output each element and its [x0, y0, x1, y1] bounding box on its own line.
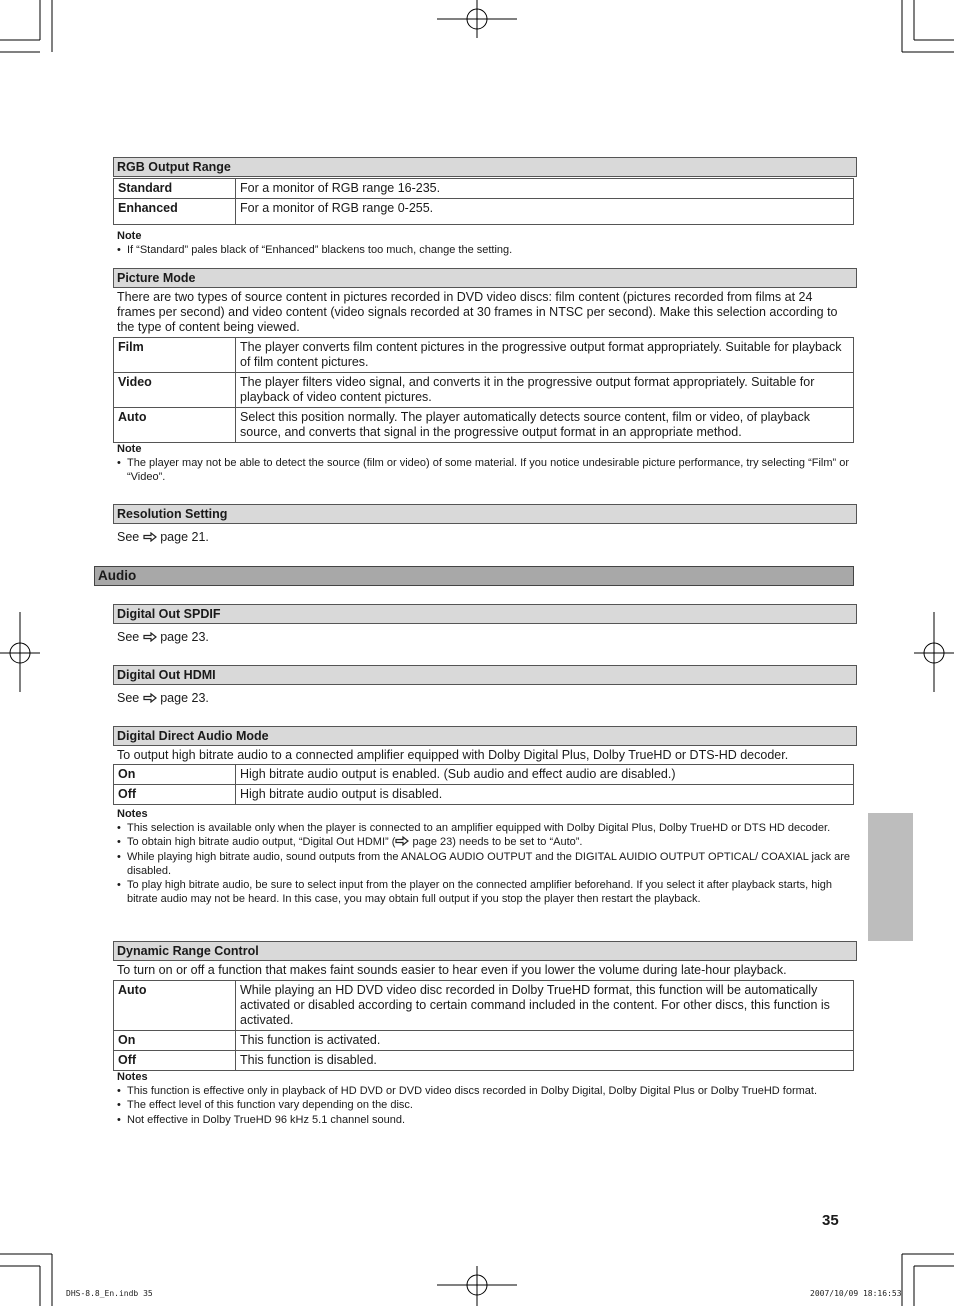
page-ref: page 21.: [160, 530, 209, 544]
direct-audio-intro: To output high bitrate audio to a connected amplifier equipped with Dolby Digital Plus, Dolby TrueHD or DTS-HD decoder.: [117, 748, 789, 762]
file-slug: DHS-8.8_En.indb 35: [66, 1289, 153, 1298]
digital-out-spdif-heading: Digital Out SPDIF: [113, 604, 857, 624]
page-arrow-icon: [143, 693, 157, 703]
chapter-tab: [868, 813, 913, 941]
option-key: Off: [114, 1051, 236, 1071]
option-desc: The player converts film content pictures in the progressive output format appropriately. Suitable for playback of film content pictures.: [236, 338, 854, 373]
table-row: [114, 981, 854, 1031]
see-label: See: [117, 630, 140, 644]
see-label: See: [117, 691, 140, 705]
option-desc: For a monitor of RGB range 16-235.: [236, 179, 854, 199]
page-ref: page 23.: [160, 691, 209, 705]
digital-out-hdmi-heading: Digital Out HDMI: [113, 665, 857, 685]
drc-notes: [117, 1084, 852, 1127]
option-key: Standard: [114, 179, 236, 199]
note-item: • This selection is available only when the player is connected to an amplifier equipped with Dolby Digital Plus, Dolby TrueHD or DTS HD decoder.: [117, 821, 852, 835]
picture-mode-intro: There are two types of source content in pictures recorded in DVD video discs: film content (pictures recorded from films at 24 frames per second) and video content (video signals recorded at 30 frames in NTSC per second). Make this selection according to the type of content being viewed.: [117, 290, 838, 334]
note-item: • The effect level of this function vary depending on the disc.: [117, 1098, 852, 1112]
page-arrow-icon: [395, 836, 409, 846]
option-key: Off: [114, 785, 236, 805]
table-row: [114, 373, 854, 408]
drc-intro: To turn on or off a function that makes faint sounds easier to hear even if you lower the volume during late-hour playback.: [117, 963, 787, 977]
see-label: See: [117, 530, 140, 544]
picture-mode-heading: Picture Mode: [113, 268, 857, 288]
option-key: Auto: [114, 408, 236, 443]
table-row: [114, 199, 854, 225]
option-desc: The player filters video signal, and converts it in the progressive output format appropriately. Suitable for playback of video content pictures.: [236, 373, 854, 408]
note-item: [117, 835, 852, 849]
direct-audio-notes: [117, 821, 852, 907]
note-item: • The player may not be able to detect the source (film or video) of some material. If you notice undesirable picture performance, try selecting “Film” or “Video”.: [117, 456, 852, 485]
direct-audio-table: [113, 764, 854, 805]
table-row: [114, 1051, 854, 1071]
note-text-pre: To obtain high bitrate audio output, “Digital Out HDMI” (: [127, 836, 396, 849]
option-key: On: [114, 765, 236, 785]
note-item: • While playing high bitrate audio, sound outputs from the ANALOG AUDIO OUTPUT and the DIGITAL AUIDIO OUTPUT OPTICAL/ COAXIAL jack are disabled.: [117, 850, 852, 879]
table-row: [114, 338, 854, 373]
option-key: Auto: [114, 981, 236, 1031]
rgb-output-range-table: [113, 178, 854, 225]
note-title: Note: [117, 443, 142, 455]
note-text-post: page 23) needs to be set to “Auto”.: [409, 836, 583, 849]
table-row: [114, 179, 854, 199]
option-desc: High bitrate audio output is disabled.: [236, 785, 854, 805]
option-key: On: [114, 1031, 236, 1051]
note-title: Notes: [117, 1071, 148, 1083]
option-desc: For a monitor of RGB range 0-255.: [236, 199, 854, 225]
option-desc: This function is activated.: [236, 1031, 854, 1051]
page-number: 35: [822, 1212, 839, 1229]
rgb-output-range-heading: RGB Output Range: [113, 157, 857, 177]
drc-table: [113, 980, 854, 1071]
table-row: [114, 408, 854, 443]
date-slug: 2007/10/09 18:16:53: [810, 1289, 902, 1298]
option-desc: High bitrate audio output is enabled. (Sub audio and effect audio are disabled.): [236, 765, 854, 785]
table-row: [114, 785, 854, 805]
page-ref: page 23.: [160, 630, 209, 644]
option-key: Enhanced: [114, 199, 236, 225]
option-key: Video: [114, 373, 236, 408]
audio-section-heading: Audio: [94, 566, 854, 586]
note-item: • To play high bitrate audio, be sure to select input from the player on the connected amplifier beforehand. If you select it after playback starts, high bitrate audio may not be heard. In this case, you may obtain full output if you stop the player then restart the playback.: [117, 878, 852, 907]
spdif-see-ref: [117, 630, 852, 645]
note-item: • This function is effective only in playback of HD DVD or DVD video discs recorded in Dolby Digital, Dolby Digital Plus or Dolby TrueHD format.: [117, 1084, 852, 1098]
resolution-see-ref: [117, 530, 852, 545]
hdmi-see-ref: [117, 691, 852, 706]
option-key: Film: [114, 338, 236, 373]
picture-notes: [117, 456, 852, 485]
digital-direct-audio-mode-heading: Digital Direct Audio Mode: [113, 726, 857, 746]
rgb-notes: [117, 243, 852, 257]
page-arrow-icon: [143, 532, 157, 542]
note-item: • If “Standard” pales black of “Enhanced” blackens too much, change the setting.: [117, 243, 852, 257]
table-row: [114, 1031, 854, 1051]
option-desc: Select this position normally. The player automatically detects source content, film or video, of playback source, and converts that signal in the progressive output format in an appropriate method.: [236, 408, 854, 443]
note-title: Notes: [117, 808, 148, 820]
note-item: • Not effective in Dolby TrueHD 96 kHz 5.1 channel sound.: [117, 1113, 852, 1127]
page-arrow-icon: [143, 632, 157, 642]
option-desc: While playing an HD DVD video disc recorded in Dolby TrueHD format, this function will be automatically activated or disabled according to certain command included in the content. For other discs, this function is activated.: [236, 981, 854, 1031]
note-title: Note: [117, 230, 142, 242]
option-desc: This function is disabled.: [236, 1051, 854, 1071]
table-row: [114, 765, 854, 785]
dynamic-range-control-heading: Dynamic Range Control: [113, 941, 857, 961]
resolution-setting-heading: Resolution Setting: [113, 504, 857, 524]
picture-mode-table: [113, 337, 854, 443]
